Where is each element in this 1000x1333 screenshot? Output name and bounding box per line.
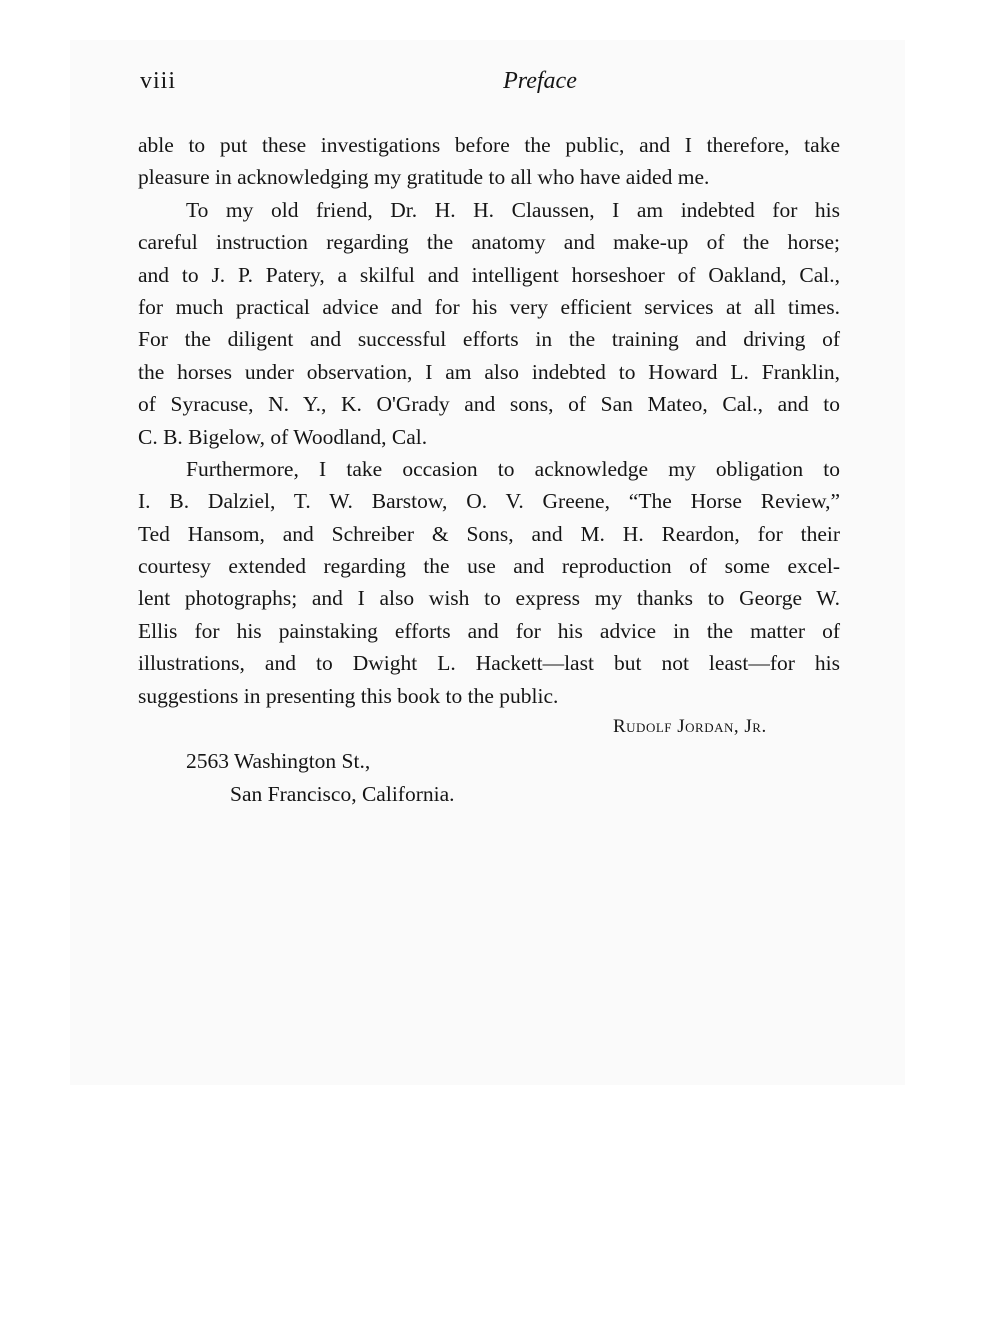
text-line: Ted Hansom, and Schreiber & Sons, and M. H. Reardon, for their [138, 521, 840, 546]
text-line: of Syracuse, N. Y., K. O'Grady and sons, of San Mateo, Cal., and to [138, 392, 840, 417]
text-line: Furthermore, I take occasion to acknowledge my obligation to [186, 456, 840, 481]
page-number: viii [140, 68, 177, 94]
text-line: I. B. Dalziel, T. W. Barstow, O. V. Greene, “The Horse Review,” [138, 489, 840, 514]
text-line: lent photographs; and I also wish to express my thanks to George W. [138, 586, 840, 611]
text-line: pleasure in acknowledging my gratitude to all who have aided me. [138, 165, 710, 190]
text-line: To my old friend, Dr. H. H. Claussen, I am indebted for his [186, 197, 840, 222]
running-head [140, 68, 840, 104]
text-line: illustrations, and to Dwight L. Hackett—last but not least—for his [138, 651, 840, 676]
text-line: Ellis for his painstaking efforts and for his advice in the matter of [138, 618, 840, 643]
text-line: the horses under observation, I am also indebted to Howard L. Franklin, [138, 359, 840, 384]
text-line: careful instruction regarding the anatomy and make-up of the horse; [138, 230, 840, 255]
preface-body [138, 129, 840, 712]
text-line: courtesy extended regarding the use and reproduction of some excel- [138, 554, 840, 579]
text-line: For the diligent and successful efforts in the training and driving of [138, 327, 840, 352]
address-city: San Francisco, California. [230, 781, 455, 806]
author-address [186, 745, 455, 810]
text-line: suggestions in presenting this book to the public. [138, 683, 559, 708]
text-line: C. B. Bigelow, of Woodland, Cal. [138, 424, 428, 449]
author-signature: Rudolf Jordan, Jr. [613, 716, 767, 737]
running-title: Preface [503, 68, 577, 94]
text-line: for much practical advice and for his very efficient services at all times. [138, 294, 840, 319]
address-street: 2563 Washington St., [186, 749, 371, 773]
text-line: and to J. P. Patery, a skilful and intelligent horseshoer of Oakland, Cal., [138, 262, 840, 287]
text-line: able to put these investigations before the public, and I therefore, take [138, 133, 840, 157]
